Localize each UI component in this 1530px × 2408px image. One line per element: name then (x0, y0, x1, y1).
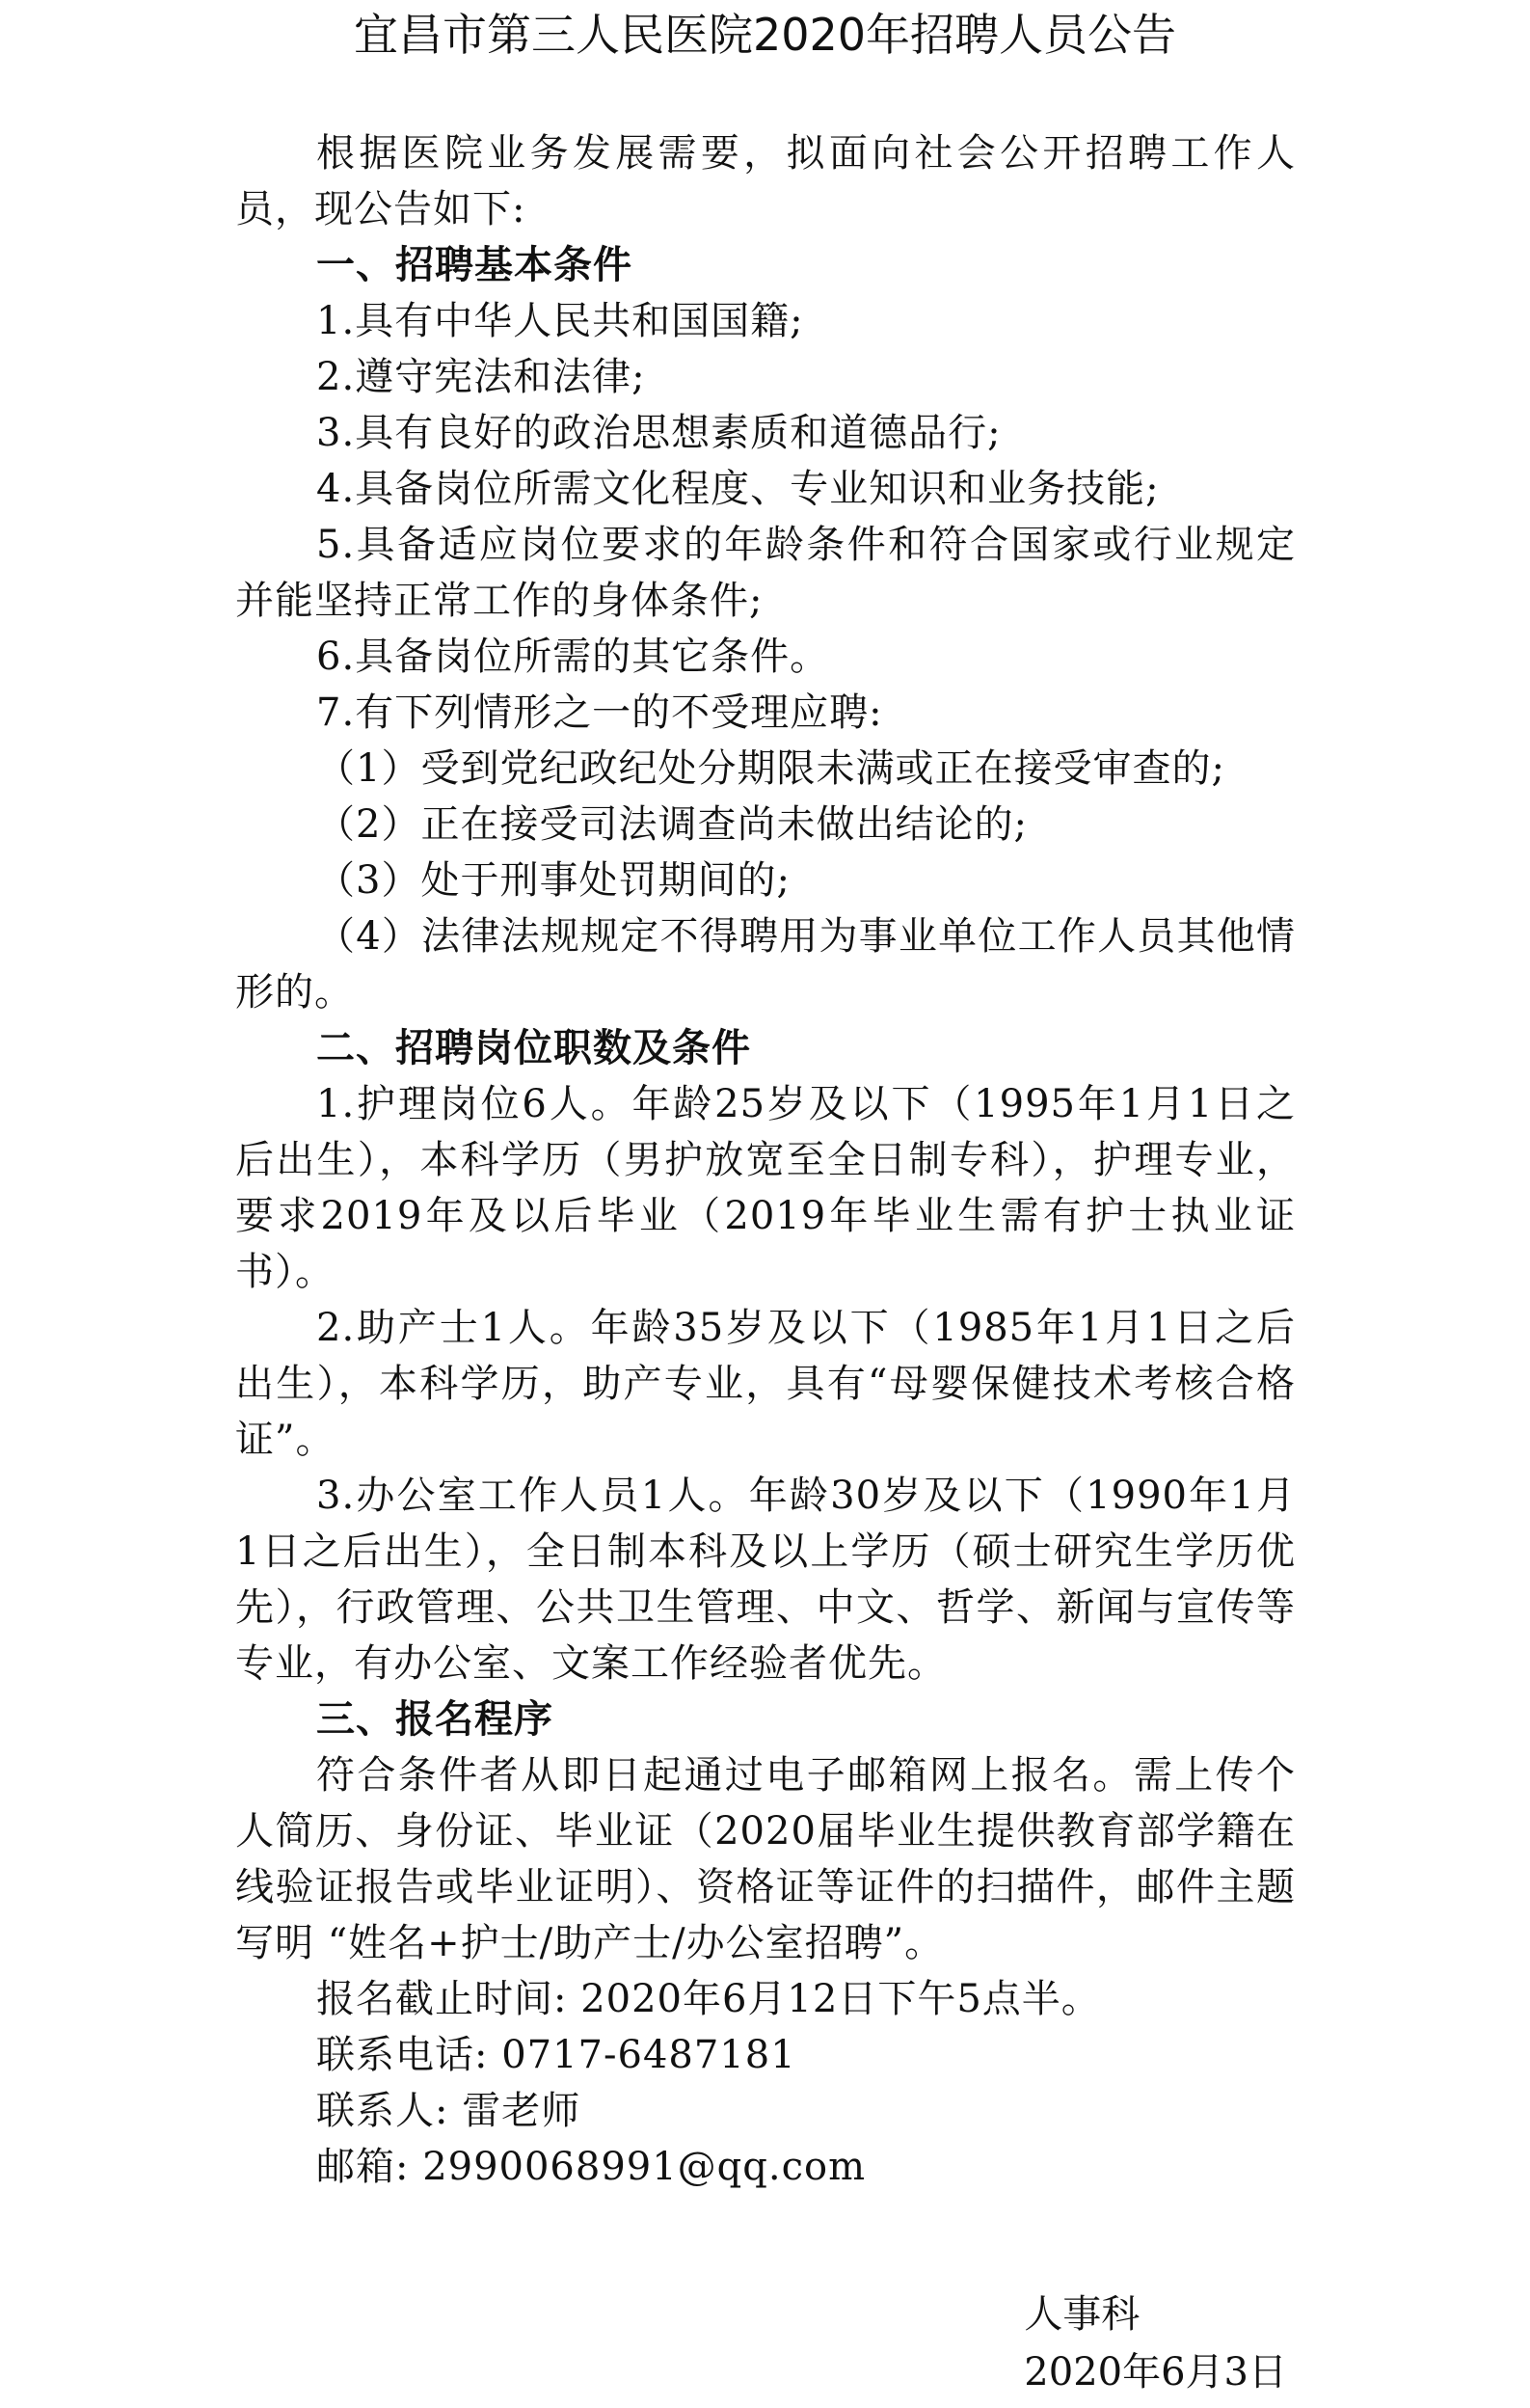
signature-department: 人事科 (1024, 2292, 1141, 2337)
exclusion-item: （4）法律法规规定不得聘用为事业单位工作人员其他情形的。 (235, 914, 1296, 1015)
registration-deadline: 报名截止时间: 2020年6月12日下午5点半。 (316, 1977, 1101, 2021)
section-heading-basic-conditions: 一、招聘基本条件 (316, 243, 632, 287)
condition-item: 3.具有良好的政治思想素质和道德品行; (316, 411, 1002, 455)
condition-item: 2.遵守宪法和法律; (316, 355, 646, 399)
contact-email: 邮箱: 2990068991@qq.com (316, 2145, 867, 2189)
exclusion-item: （2）正在接受司法调查尚未做出结论的; (316, 802, 1028, 847)
condition-item: 6.具备岗位所需的其它条件。 (316, 635, 830, 679)
document-title: 宜昌市第三人民医院2020年招聘人员公告 (353, 9, 1177, 61)
signature-date: 2020年6月3日 (1024, 2350, 1287, 2394)
exclusion-item: （3）处于刑事处罚期间的; (316, 858, 791, 903)
condition-item: 4.具备岗位所需文化程度、专业知识和业务技能; (316, 467, 1160, 511)
section-heading-positions: 二、招聘岗位职数及条件 (316, 1026, 751, 1070)
position-item-nursing: 1.护理岗位6人。年龄25岁及以下（1995年1月1日之后出生），本科学历（男护放宽至全日制专科），护理专业，要求2019年及以后毕业（2019年毕业生需有护士执业证书）。 (235, 1082, 1296, 1294)
signature-block (1024, 2286, 1287, 2401)
exclusion-item: （1）受到党纪政纪处分期限未满或正在接受审查的; (316, 746, 1225, 791)
position-item-office: 3.办公室工作人员1人。年龄30岁及以下（1990年1月1日之后出生），全日制本科及以上学历（硕士研究生学历优先），行政管理、公共卫生管理、中文、哲学、新闻与宣传等专业，有办公室、文案工作经验者优先。 (235, 1474, 1296, 1686)
registration-instructions: 符合条件者从即日起通过电子邮箱网上报名。需上传个人简历、身份证、毕业证（2020届毕业生提供教育部学籍在线验证报告或毕业证明）、资格证等证件的扫描件，邮件主题写明 “姓名+护士/助产士/办公室招聘”。 (235, 1753, 1296, 1965)
intro-paragraph: 根据医院业务发展需要，拟面向社会公开招聘工作人员，现公告如下: (235, 131, 1296, 231)
contact-person: 联系人: 雷老师 (316, 2089, 581, 2133)
document-body (235, 125, 1296, 2195)
position-item-midwife: 2.助产士1人。年龄35岁及以下（1985年1月1日之后出生），本科学历，助产专业，具有“母婴保健技术考核合格证”。 (235, 1306, 1296, 1462)
condition-item: 7.有下列情形之一的不受理应聘: (316, 690, 883, 735)
section-heading-registration: 三、报名程序 (316, 1697, 553, 1742)
condition-item: 1.具有中华人民共和国国籍; (316, 299, 804, 343)
contact-phone: 联系电话: 0717-6487181 (316, 2033, 796, 2077)
condition-item: 5.具备适应岗位要求的年龄条件和符合国家或行业规定并能坚持正常工作的身体条件; (235, 523, 1296, 623)
